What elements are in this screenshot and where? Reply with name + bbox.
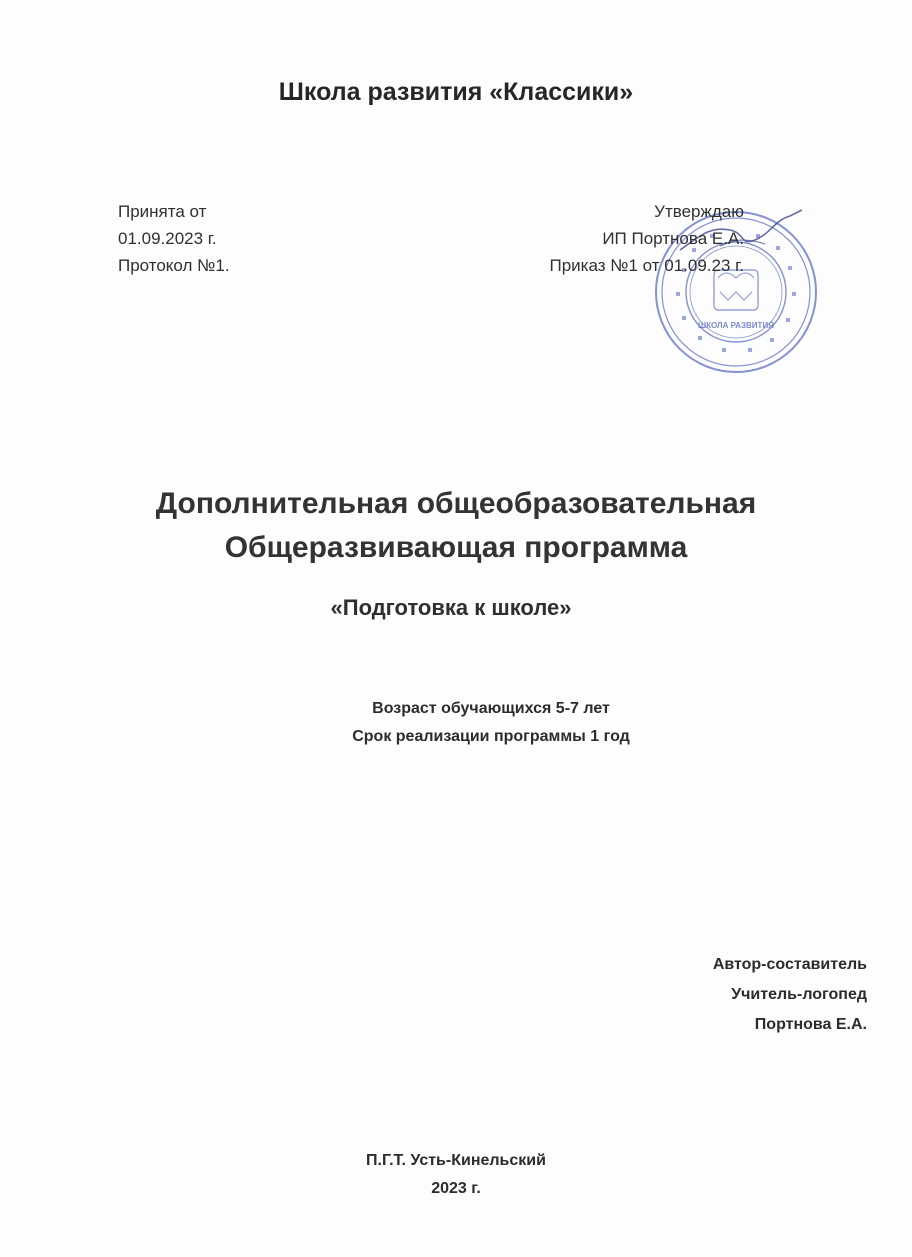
program-title (0, 482, 912, 570)
approval-person: ИП Портнова Е.А. (602, 229, 744, 248)
stamp-inner-text: ШКОЛА РАЗВИТИЯ (698, 321, 774, 330)
school-name: Школа развития «Классики» (278, 78, 634, 106)
author-block (713, 950, 867, 1040)
approval-block (549, 198, 744, 279)
footer-place: П.Г.Т. Усть-Кинельский (366, 1152, 546, 1169)
program-subtitle: «Подготовка к школе» (330, 595, 572, 620)
author-name: Портнова Е.А. (754, 1016, 867, 1033)
footer-year: 2023 г. (431, 1180, 481, 1197)
program-duration: Срок реализации программы 1 год (352, 728, 630, 745)
adoption-protocol: Протокол №1. (118, 256, 230, 275)
footer-block (0, 1147, 912, 1203)
adoption-label: Принята от (118, 202, 207, 221)
program-title-line2: Общеразвивающая программа (224, 531, 688, 564)
program-details (0, 695, 912, 751)
author-role: Автор-составитель (712, 956, 867, 973)
approval-label: Утверждаю (654, 202, 744, 221)
adoption-block (118, 198, 230, 279)
approval-order: Приказ №1 от 01.09.23 г. (549, 256, 744, 275)
adoption-date: 01.09.2023 г. (118, 229, 217, 248)
author-position: Учитель-логопед (731, 986, 867, 1003)
student-age: Возраст обучающихся 5-7 лет (372, 700, 610, 717)
program-title-line1: Дополнительная общеобразовательная (155, 487, 757, 520)
